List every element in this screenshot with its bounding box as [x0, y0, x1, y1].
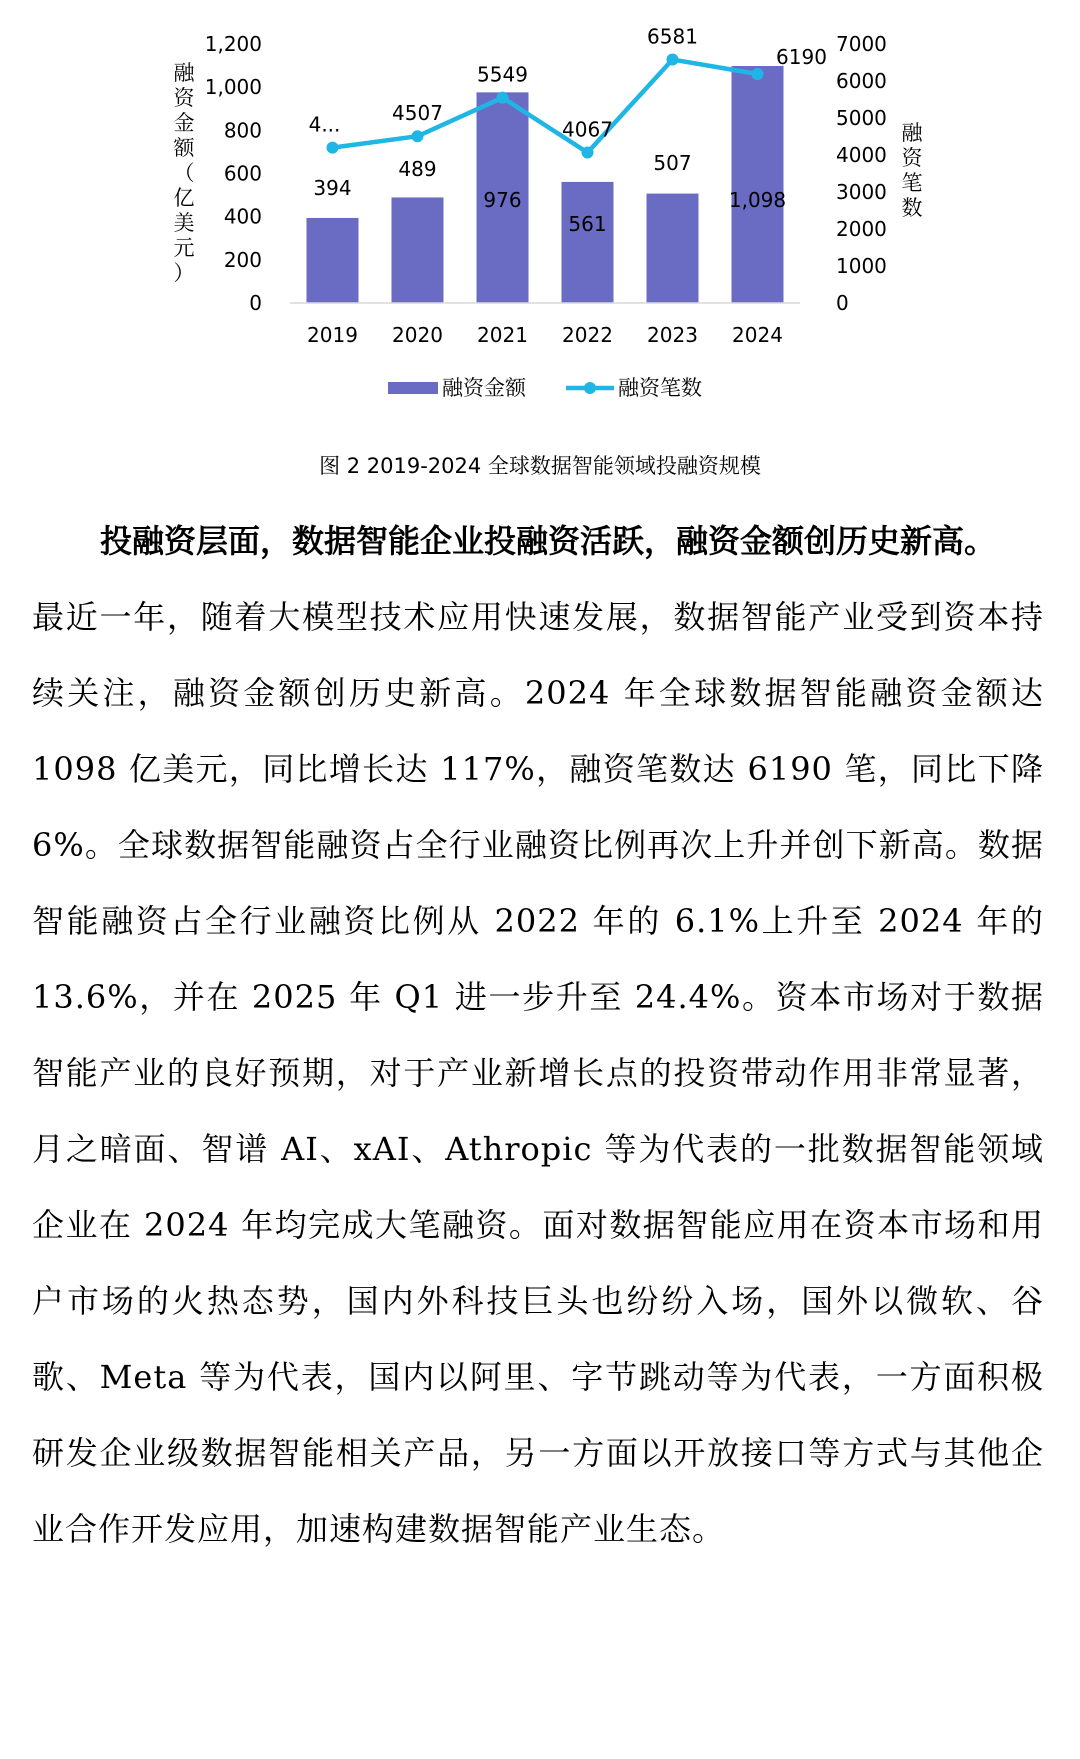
bar-value-label: 561: [568, 212, 607, 236]
y-left-axis-title-char: ）: [173, 261, 195, 285]
y-left-axis-title-char: 融: [173, 61, 195, 85]
line-point: [497, 92, 509, 104]
line-point: [412, 130, 424, 142]
chart: [0, 0, 1080, 420]
y-right-tick-label: 1000: [836, 254, 887, 278]
legend-label-bar: 融资金额: [442, 376, 526, 400]
lead-sentence: 投融资层面，数据智能企业投融资活跃，融资金额创历史新高。: [100, 522, 997, 560]
y-right-tick-label: 6000: [836, 69, 887, 93]
x-tick-label: 2024: [732, 323, 783, 347]
y-right-tick-label: 4000: [836, 143, 887, 167]
x-tick-label: 2022: [562, 323, 613, 347]
bar: [562, 182, 614, 303]
y-left-axis-title-char: 金: [173, 111, 195, 135]
bar: [732, 66, 784, 303]
bar: [392, 197, 444, 303]
y-right-axis-title-char: 笔: [901, 171, 923, 195]
bar-value-label: 976: [483, 188, 522, 212]
bar-value-label: 489: [398, 157, 437, 181]
line-point: [667, 54, 679, 66]
y-left-tick-label: 1,000: [204, 75, 262, 100]
bar-line-chart: [0, 0, 1080, 420]
line-value-label: 4...: [308, 112, 341, 137]
bar-value-label: 394: [313, 176, 352, 200]
line-point: [582, 147, 594, 159]
bar: [647, 194, 699, 303]
y-left-axis-title-char: 元: [173, 236, 195, 260]
y-right-axis-title-char: 资: [901, 146, 923, 170]
y-right-tick-label: 2000: [836, 217, 887, 241]
line-point: [327, 142, 339, 154]
x-tick-label: 2020: [392, 323, 443, 347]
legend-swatch-marker: [584, 382, 596, 394]
y-right-tick-label: 7000: [836, 32, 887, 56]
bar-value-label: 507: [653, 151, 692, 175]
bar-value-label: 1,098: [728, 188, 787, 212]
y-right-tick-label: 5000: [836, 106, 887, 130]
x-tick-label: 2023: [647, 323, 698, 347]
line-value-label: 5549: [477, 62, 528, 87]
line-value-label: 6581: [647, 24, 698, 49]
y-left-axis-title-char: 美: [173, 211, 195, 235]
y-right-tick-label: 3000: [836, 180, 887, 204]
y-left-axis-title-char: 额: [173, 136, 195, 160]
y-left-axis-title-char: （: [173, 161, 195, 185]
article: [32, 503, 1044, 1567]
y-left-tick-label: 200: [223, 247, 262, 272]
x-tick-label: 2021: [477, 323, 528, 347]
y-left-axis-title-char: 亿: [173, 186, 195, 210]
y-left-tick-label: 0: [249, 291, 262, 315]
y-right-axis-title-char: 融: [901, 121, 923, 145]
y-right-axis-title-char: 数: [901, 196, 923, 220]
line-value-label: 4067: [562, 117, 613, 142]
bar: [307, 218, 359, 303]
y-left-tick-label: 800: [223, 118, 262, 143]
line-value-label: 6190: [776, 44, 827, 69]
y-left-tick-label: 1,200: [204, 32, 262, 56]
x-tick-label: 2019: [307, 323, 358, 347]
body-paragraph: 最近一年，随着大模型技术应用快速发展，数据智能产业受到资本持续关注，融资金额创历史新高。2024 年全球数据智能融资金额达 1098 亿美元，同比增长达 117%，融资笔数达 6190 笔，同比下降 6%。全球数据智能融资占全行业融资比例再次上升并创下新高。数据智能融资占全行业融资比例从 2022 年的 6.1%上升至 2024 年的 13.6%，并在 2025 年 Q1 进一步升至 24.4%。资本市场对于数据智能产业的良好预期，对于产业新增长点的投资带动作用非常显著，月之暗面、智谱 AI、xAI、Athropic 等为代表的一批数据智能领域企业在 2024 年均完成大笔融资。面对数据智能应用在资本市场和用户市场的火热态势，国内外科技巨头也纷纷入场，国外以微软、谷歌、Meta 等为代表，国内以阿里、字节跳动等为代表，一方面积极研发企业级数据智能相关产品，另一方面以开放接口等方式与其他企业合作开发应用，加速构建数据智能产业生态。: [32, 598, 1044, 1548]
y-right-tick-label: 0: [836, 291, 849, 315]
y-left-axis-title-char: 资: [173, 86, 195, 110]
figure-caption: 图 2 2019-2024 全球数据智能领域投融资规模: [319, 454, 761, 478]
legend-label-line: 融资笔数: [618, 376, 702, 400]
y-left-tick-label: 600: [223, 161, 262, 186]
legend-swatch-bar: [388, 382, 438, 394]
line-value-label: 4507: [392, 101, 443, 126]
line-point: [752, 68, 764, 80]
y-left-tick-label: 400: [223, 204, 262, 229]
